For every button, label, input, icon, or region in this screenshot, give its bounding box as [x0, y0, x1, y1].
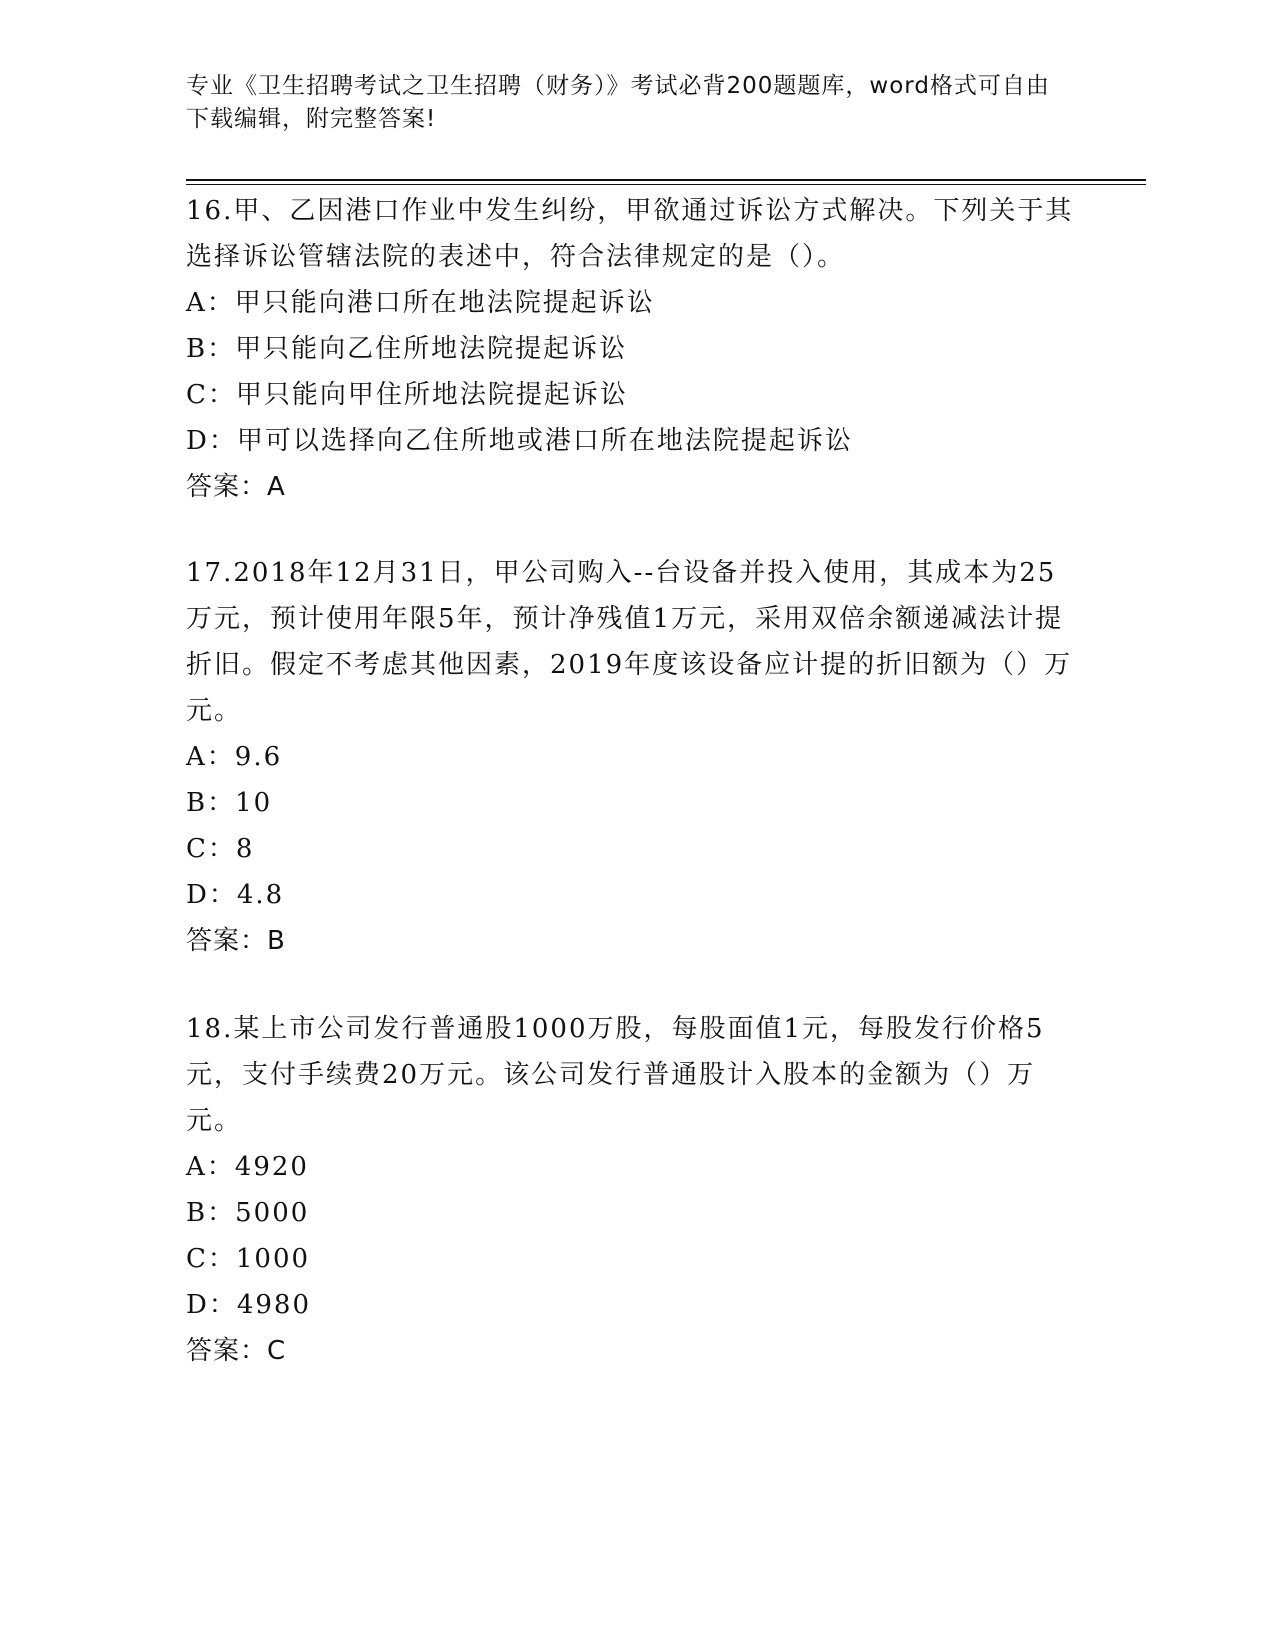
option-b: B：10 — [186, 788, 273, 818]
header-divider-thin — [186, 184, 1146, 185]
option-a: A：9.6 — [186, 742, 283, 772]
option-c: C：甲只能向甲住所地法院提起诉讼 — [186, 380, 628, 410]
option-c: C：1000 — [186, 1244, 311, 1274]
option-d: D：甲可以选择向乙住所地或港口所在地法院提起诉讼 — [186, 426, 853, 456]
option-a: A：甲只能向港口所在地法院提起诉讼 — [186, 288, 655, 318]
answer: 答案：A — [186, 472, 286, 502]
question-stem: 18.某上市公司发行普通股1000万股，每股面值1元，每股发行价格5元，支付手续费20万元。该公司发行普通股计入股本的金额为（）万元。 — [186, 1014, 1045, 1136]
option-b: B：甲只能向乙住所地法院提起诉讼 — [186, 334, 628, 364]
question-stem: 17.2018年12月31日，甲公司购入--台设备并投入使用，其成本为25万元，预计使用年限5年，预计净残值1万元，采用双倍余额递减法计提折旧。假定不考虑其他因素，2019年度该设备应计提的折旧额为（）万元。 — [186, 558, 1073, 726]
option-a: A：4920 — [186, 1152, 309, 1182]
option-d: D：4.8 — [186, 880, 285, 910]
question-17 — [186, 550, 1076, 964]
header-divider-thick — [186, 179, 1146, 181]
question-18 — [186, 1006, 1076, 1374]
option-d: D：4980 — [186, 1290, 312, 1320]
answer: 答案：B — [186, 926, 286, 956]
question-16 — [186, 188, 1076, 510]
answer: 答案：C — [186, 1336, 287, 1366]
option-c: C：8 — [186, 834, 255, 864]
question-stem: 16.甲、乙因港口作业中发生纠纷，甲欲通过诉讼方式解决。下列关于其选择诉讼管辖法院的表述中，符合法律规定的是（）。 — [186, 196, 1074, 272]
option-b: B：5000 — [186, 1198, 310, 1228]
document-header: 专业《卫生招聘考试之卫生招聘（财务）》考试必背200题题库，word格式可自由下载编辑，附完整答案! — [186, 73, 1050, 132]
